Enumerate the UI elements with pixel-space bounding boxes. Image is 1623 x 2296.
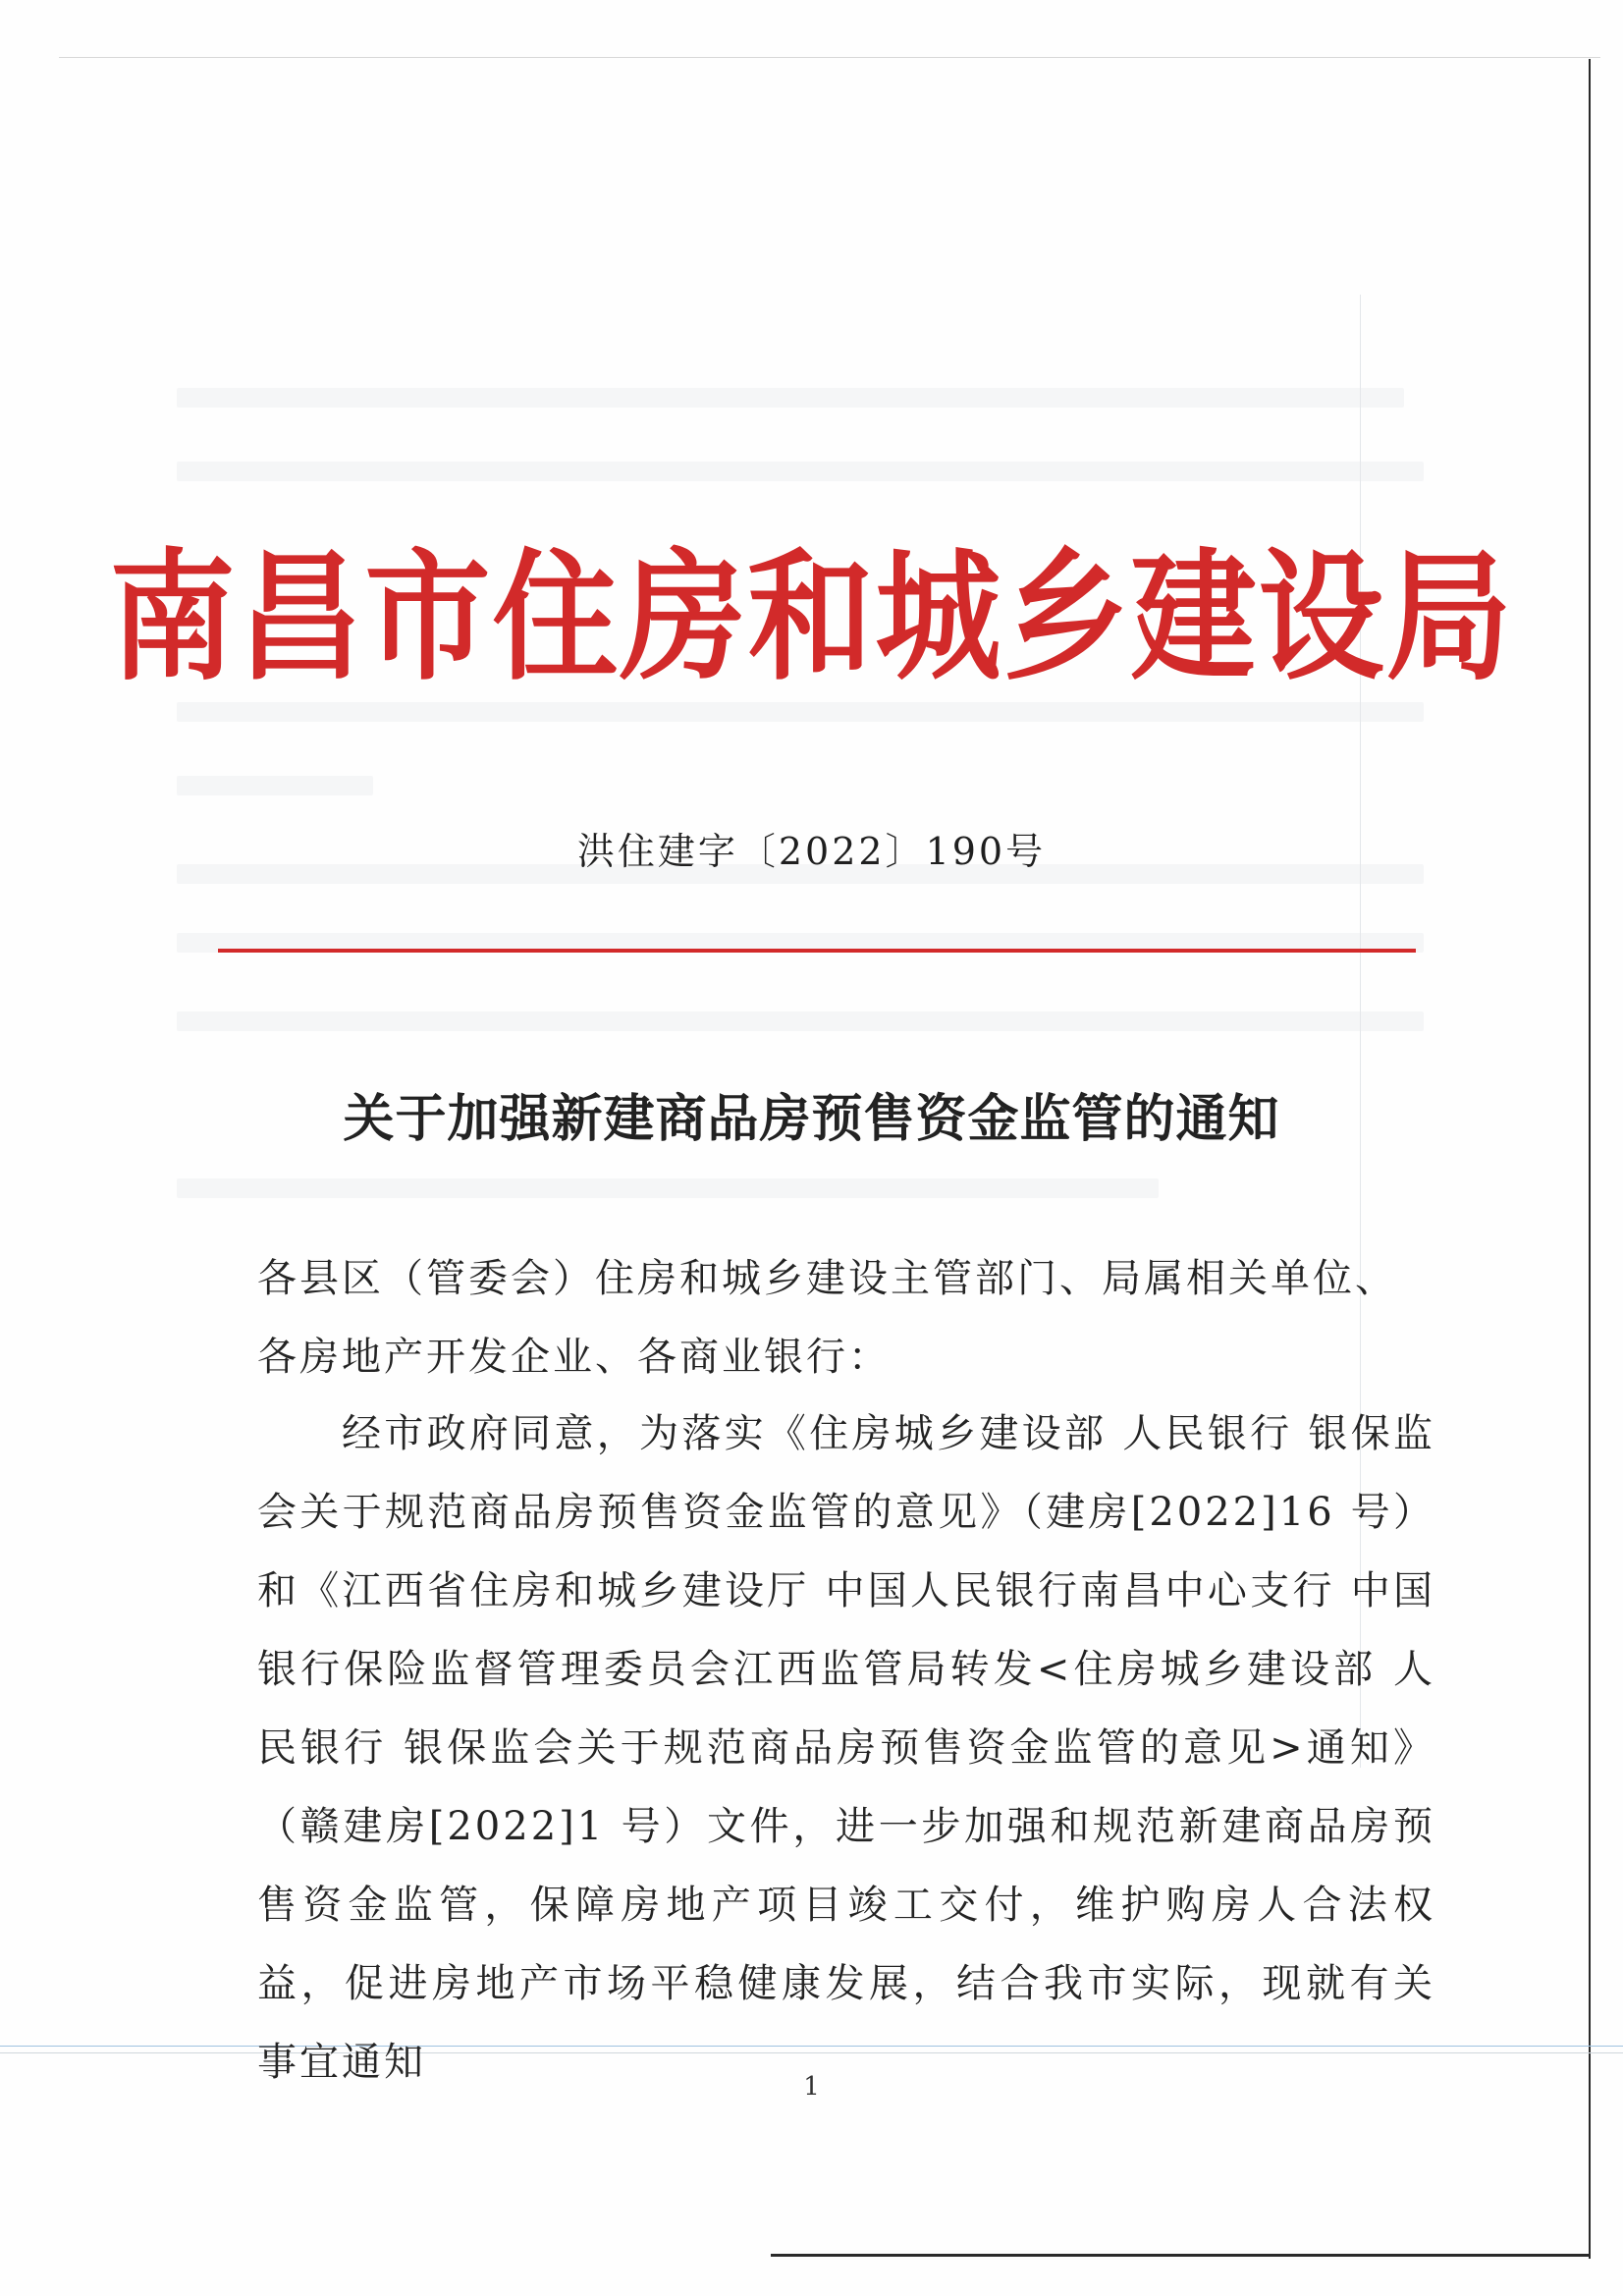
bleed-through bbox=[177, 462, 1424, 481]
bleed-through bbox=[177, 702, 1424, 722]
scan-edge-top bbox=[59, 57, 1600, 58]
scan-edge-right bbox=[1589, 59, 1591, 2259]
addressee: 各县区（管委会）住房和城乡建设主管部门、局属相关单位、各房地产开发企业、各商业银行： bbox=[257, 1256, 1397, 1380]
bleed-through bbox=[177, 776, 373, 795]
red-divider-rule bbox=[218, 949, 1416, 953]
bleed-through bbox=[177, 388, 1404, 408]
bleed-through bbox=[177, 1178, 1159, 1198]
page-number: 1 bbox=[803, 2072, 820, 2102]
bleed-through bbox=[177, 1011, 1424, 1031]
document-title: 关于加强新建商品房预售资金监管的通知 bbox=[343, 1089, 1280, 1149]
body-paragraph: 经市政府同意，为落实《住房城乡建设部 人民银行 银保监会关于规范商品房预售资金监管的意见》（建房[2022]16 号）和《江西省住房和城乡建设厅 中国人民银行南昌中心支行 中国银行保险监督管理委员会江西监管局转发<住房城乡建设部 人民银行 银保监会关于规范商品房预售资金监管的意见>通知》（赣建房[2022]1 号）文件，进一步加强和规范新建商品房预售资金监管，保障房地产项目竣工交付，维护购房人合法权益，促进房地产市场平稳健康发展，结合我市实际，现就有关事宜通知 bbox=[257, 1411, 1435, 2085]
document-number: 洪住建字〔2022〕190号 bbox=[576, 830, 1047, 873]
scan-edge-bottom bbox=[771, 2254, 1591, 2257]
letterhead-issuer: 南昌市住房和城乡建设局 bbox=[109, 535, 1514, 700]
